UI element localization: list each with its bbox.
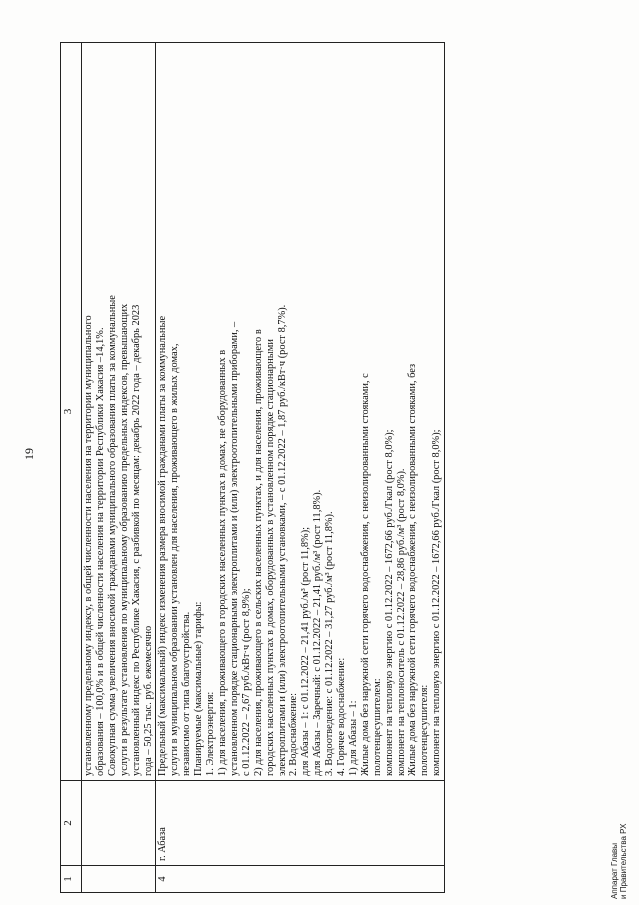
text-line: 1) для Абазы – 1: [347,700,359,776]
text-line: 2. Водоснабжение: [288,692,300,776]
continued-row-municipality [82,781,156,866]
row-4-municipality: г. Абаза [156,781,445,866]
table-row-4 [156,43,445,893]
text-line: 1. Электроэнергия: [205,691,217,776]
row-4-number: 4 [156,866,445,893]
text-line: электроплитами и (или) электроотопительными установками, – с 01.12.2022 – 1,87 руб./кВт·ч (рост 8,7%). [276,304,288,776]
tariff-table [60,42,445,893]
table-header-row [61,43,82,893]
text-line: установленном порядке стационарными электроплитами и (или) электроотопительными приборами, – [228,321,240,776]
page-number: 19 [22,448,36,460]
text-line: независимо от типа благоустройства. [181,611,193,776]
text-line: Предельный (максимальный) индекс изменения размера вносимой гражданами платы за коммунальные [157,315,169,776]
text-line: городских населенных пунктах в домах, оборудованных в установленном порядке стационарными [264,339,276,776]
text-line: для Абазы – 1: с 01.12.2022 – 21,41 руб./м³ (рост 11,8%); [300,526,312,776]
text-line: 3. Водоотведение: с 01.12.2022 – 31,27 руб./м³ (рост 11,8%). [324,511,336,776]
table-row-continued [82,43,156,893]
text-line: Планируемые (максимальные) тарифы: [193,601,205,776]
text-line: Совокупная сумма увеличения вносимой гражданами муниципального образования платы за коммунальные [106,295,118,776]
row-4-text [156,43,445,781]
text-line: 2) для населения, проживающего в сельских населенных пунктах, и для населения, проживающего в [252,329,264,776]
text-line: услуги в муниципальном образовании установлен для населения, проживающего в жилых домах, [169,343,181,776]
continued-row-text [82,43,156,781]
header-col-1: 1 [61,866,82,893]
stamp-line-2: и Правительства РХ [619,823,628,899]
text-line: услуги в результате установления по муниципальному образованию предельных индексов, превышающих [118,303,130,776]
office-stamp [610,824,628,899]
text-line: для Абазы – Заречный: с 01.12.2022 – 21,41 руб./м³ (рост 11,8%). [312,489,324,776]
continued-row-number [82,866,156,893]
text-line: образования – 100,0% и в общей численности населения на территории Республики Хакасия –14,1%. [94,327,106,776]
text-line: года – 50,25 тыс. руб. ежемесячно [142,625,154,776]
text-line: полотенцесушителя: [419,684,431,776]
stamp-line-1: Аппарат Главы [610,842,619,899]
header-col-3: 3 [61,43,82,781]
text-line: компонент на теплоноситель с 01.12.2022 – 28,86 руб./м³ (рост 8,0%). [395,468,407,776]
text-line: компонент на тепловую энергию с 01.12.2022 – 1672,66 руб./Гкал (рост 8,0%); [431,429,443,776]
text-line: 1) для населения, проживающего в городских населенных пунктах в домах, не оборудованных в [216,349,228,776]
text-line: установленному предельному индексу, в общей численности населения на территории муниципального [83,315,94,776]
text-line: 4. Горячее водоснабжение: [336,657,348,776]
text-line: компонент на тепловую энергию с 01.12.2022 – 1672,66 руб./Гкал (рост 8,0%); [383,429,395,776]
text-line: Жилые дома без наружной сети горячего водоснабжения, с неизолированными стояками, без [407,363,419,776]
text-line: полотенцесушителем: [371,678,383,776]
text-line: установленный индекс по Республике Хакасия, с разбивкой по месяцам: декабрь 2022 года – декабрь 2023 [130,304,142,776]
header-col-2: 2 [61,781,82,866]
text-line: Жилые дома без наружной сети горячего водоснабжения, с неизолированными стояками, с [359,373,371,776]
text-line: с 01.12.2022 – 2,67 руб./кВт·ч (рост 8,9%); [240,588,252,776]
